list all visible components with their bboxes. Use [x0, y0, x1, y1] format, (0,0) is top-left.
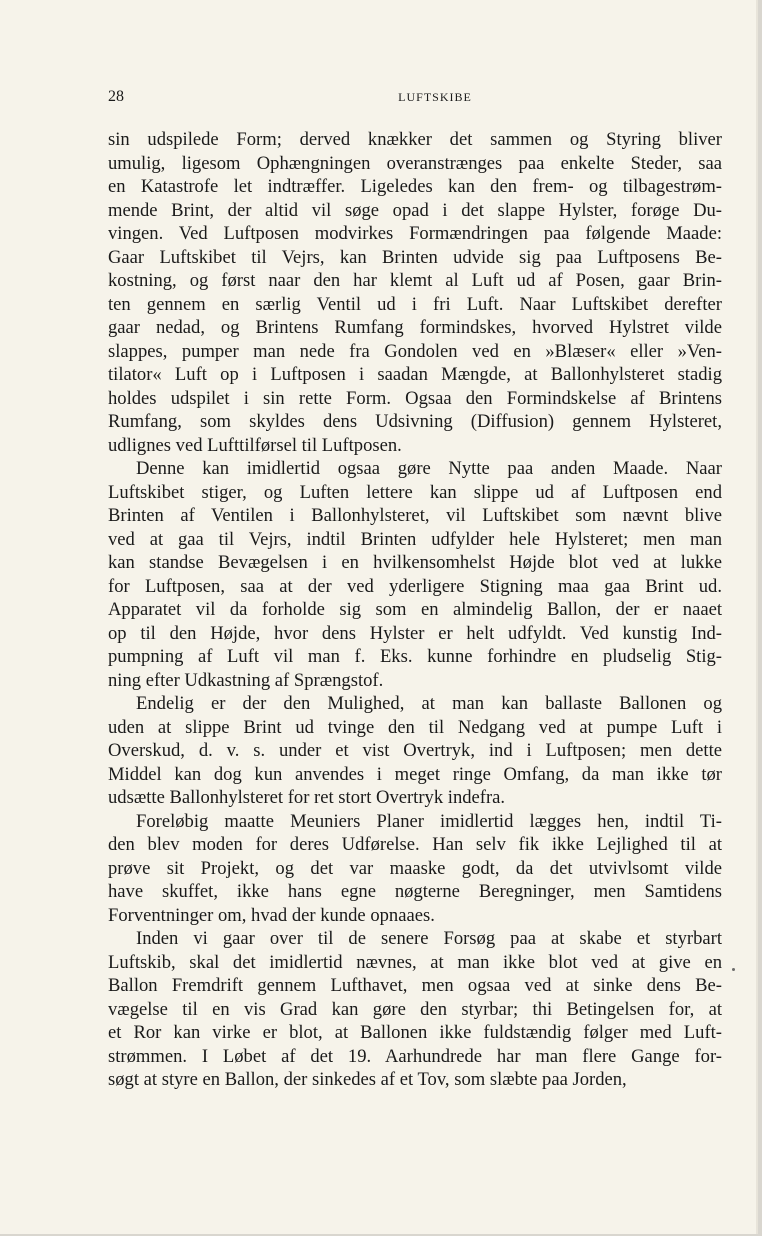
- text-line: søgt at styre en Ballon, der sinkedes af et Tov, som slæbte paa Jorden,: [108, 1069, 627, 1090]
- text-line: et Ror kan virke er blot, at Ballonen ikke fuldstændig følger med Luft-: [108, 1022, 722, 1043]
- text-line: pumpning af Luft vil man f. Eks. kunne forhindre en pludselig Stig-: [108, 646, 722, 667]
- text-line: uden at slippe Brint ud tvinge den til Nedgang ved at pumpe Luft i: [108, 716, 722, 738]
- text-line: slappes, pumper man nede fra Gondolen ved en »Blæser« eller »Ven-: [108, 340, 722, 362]
- text-line: Apparatet vil da forholde sig som en almindelig Ballon, der er naaet: [108, 599, 722, 620]
- text-line: mende Brint, der altid vil søge opad i det slappe Hylster, forøge Du-: [108, 199, 722, 221]
- text-line: op til den Højde, hvor dens Hylster er helt udfyldt. Ved kunstig Ind-: [108, 622, 722, 644]
- text-line: Overskud, d. v. s. under et vist Overtryk, ind i Luftposen; men dette: [108, 740, 722, 761]
- text-line: have skuffet, ikke hans egne nøgterne Beregninger, men Samtidens: [108, 881, 722, 902]
- text-line: Brinten af Ventilen i Ballonhylsteret, vil Luftskibet som nævnt blive: [108, 505, 722, 526]
- text-line: Denne kan imidlertid ogsaa gøre Nytte paa anden Maade. Naar: [136, 458, 722, 479]
- paragraph: [108, 128, 722, 457]
- text-line: gaar nedad, og Brintens Rumfang formindskes, hvorved Hylstret vilde: [108, 317, 722, 338]
- text-line: Gaar Luftskibet til Vejrs, kan Brinten udvide sig paa Luftposens Be-: [108, 246, 722, 268]
- paragraph: [108, 457, 722, 692]
- text-line: Forventninger om, hvad der kunde opnaaes.: [108, 904, 435, 926]
- text-line: vægelse til en vis Grad kan gøre den styrbar; thi Betingelsen for, at: [108, 998, 722, 1020]
- text-line: den blev moden for deres Udførelse. Han selv fik ikke Lejlighed til at: [108, 834, 722, 855]
- text-line: ten gennem en særlig Ventil ud i fri Luft. Naar Luftskibet derefter: [108, 293, 722, 315]
- text-line: Middel kan dog kun anvendes i meget ringe Omfang, da man ikke tør: [108, 763, 722, 785]
- text-line: ved at gaa til Vejrs, indtil Brinten udfylder hele Hylsteret; men man: [108, 528, 722, 550]
- text-line: kostning, og først naar den har klemt al Luft ud af Posen, gaar Brin-: [108, 270, 722, 291]
- text-line: tilator« Luft op i Luftposen i saadan Mængde, at Ballonhylsteret stadig: [108, 364, 722, 385]
- body-text: [108, 128, 722, 1092]
- text-line: ning efter Udkastning af Sprængstof.: [108, 669, 384, 691]
- text-line: kan standse Bevægelsen i en hvilkensomhelst Højde blot ved at lukke: [108, 552, 722, 573]
- page-number: 28: [108, 88, 124, 105]
- text-line: udsætte Ballonhylsteret for ret stort Overtryk indefra.: [108, 787, 506, 808]
- text-line: Luftskibet stiger, og Luften lettere kan slippe ud af Luftposen end: [108, 481, 722, 503]
- text-line: Ballon Fremdrift gennem Lufthavet, men ogsaa ved at sinke dens Be-: [108, 975, 722, 996]
- text-line: Endelig er der den Mulighed, at man kan ballaste Ballonen og: [136, 693, 722, 714]
- paragraph: [108, 810, 722, 928]
- text-line: vingen. Ved Luftposen modvirkes Formændringen paa følgende Maade:: [108, 223, 722, 244]
- text-line: sin udspilede Form; derved knækker det sammen og Styring bliver: [108, 129, 722, 150]
- text-line: udlignes ved Lufttilførsel til Luftposen.: [108, 434, 402, 456]
- text-line: Luftskib, skal det imidlertid nævnes, at man ikke blot ved at give en: [108, 951, 722, 973]
- text-line: en Katastrofe let indtræffer. Ligeledes kan den frem- og tilbagestrøm-: [108, 176, 722, 197]
- running-title: LUFTSKIBE: [398, 90, 472, 104]
- paragraph: [108, 692, 722, 810]
- text-line: for Luftposen, saa at der ved yderligere Stigning maa gaa Brint ud.: [108, 575, 722, 597]
- page-header: [108, 88, 722, 108]
- text-line: Foreløbig maatte Meuniers Planer imidlertid lægges hen, indtil Ti-: [136, 810, 722, 832]
- text-line: Rumfang, som skyldes dens Udsivning (Diffusion) gennem Hylsteret,: [108, 411, 722, 432]
- margin-speck: [732, 968, 735, 971]
- text-line: holdes udspilet i sin rette Form. Ogsaa den Formindskelse af Brintens: [108, 387, 722, 409]
- text-line: strømmen. I Løbet af det 19. Aarhundrede har man flere Gange for-: [108, 1045, 722, 1067]
- paragraph: [108, 927, 722, 1092]
- text-line: prøve sit Projekt, og det var maaske godt, da det utvivlsomt vilde: [108, 857, 722, 879]
- text-line: Inden vi gaar over til de senere Forsøg paa at skabe et styrbart: [136, 928, 722, 949]
- text-line: umulig, ligesom Ophængningen overanstrænges paa enkelte Steder, saa: [108, 152, 722, 174]
